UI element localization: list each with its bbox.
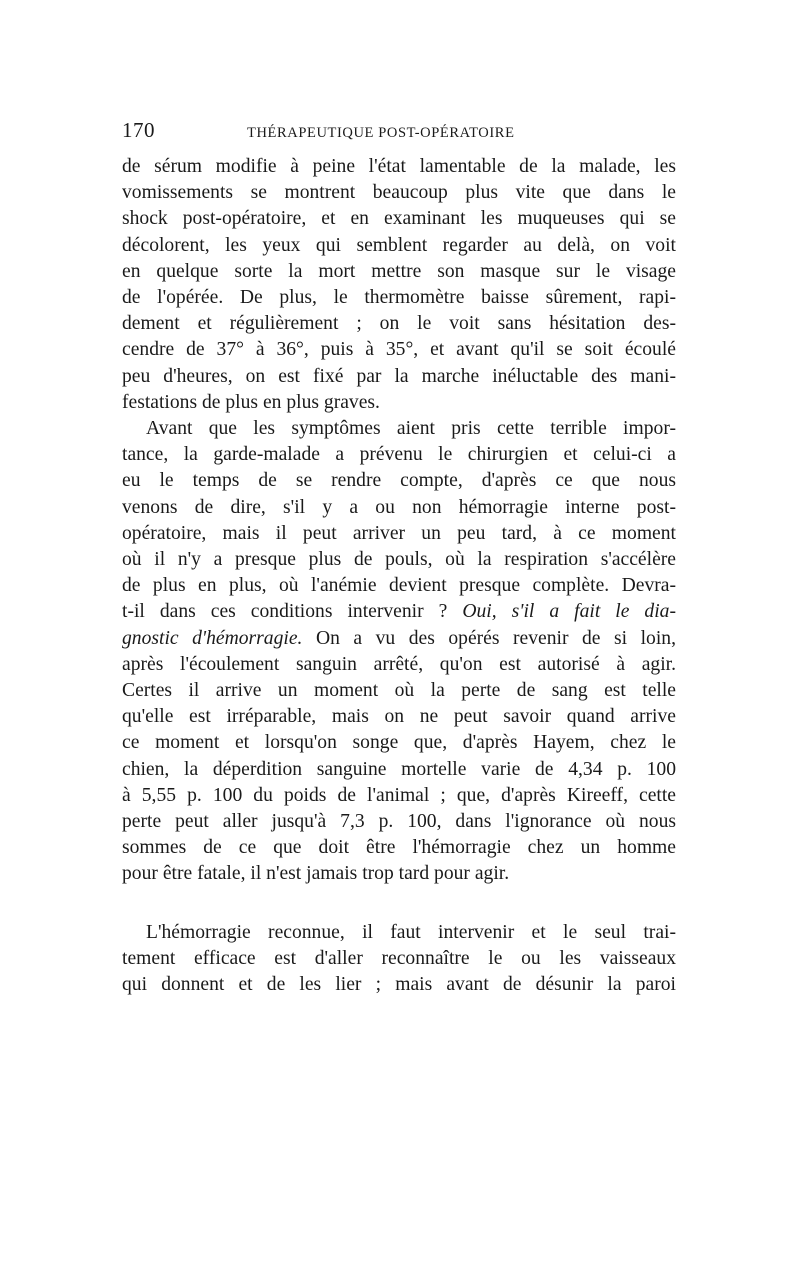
text-line: opératoire, mais il peut arriver un peu tard, à ce moment: [122, 522, 676, 544]
text-line: cendre de 37° à 36°, puis à 35°, et avant qu'il se soit écoulé: [122, 339, 676, 361]
text-line: peu d'heures, on est fixé par la marche inéluctable des mani-: [122, 365, 676, 387]
text-line: à 5,55 p. 100 du poids de l'animal ; que, d'après Kireeff, cette: [122, 784, 676, 806]
text-line: shock post-opératoire, et en examinant les muqueuses qui se: [122, 208, 676, 230]
text-line: décolorent, les yeux qui semblent regarder au delà, on voit: [122, 234, 676, 256]
italic-fragment: Oui, s'il a fait le dia-: [462, 601, 676, 623]
running-title: THÉRAPEUTIQUE POST-OPÉRATOIRE: [247, 125, 515, 141]
text-line: eu le temps de se rendre compte, d'après ce que nous: [122, 470, 676, 492]
text-line-mixed: [122, 599, 676, 625]
text-line: après l'écoulement sanguin arrêté, qu'on est autorisé à agir.: [122, 653, 676, 675]
text-line: chien, la déperdition sanguine mortelle varie de 4,34 p. 100: [122, 758, 676, 780]
text-line: sommes de ce que doit être l'hémorragie chez un homme: [122, 837, 676, 859]
text-line: festations de plus en plus graves.: [122, 391, 380, 413]
text-line: tance, la garde-malade a prévenu le chirurgien et celui-ci a: [122, 444, 676, 466]
text-line: en quelque sorte la mort mettre son masque sur le visage: [122, 260, 676, 282]
paragraph-2: [122, 416, 676, 888]
text-line: où il n'y a presque plus de pouls, où la respiration s'accélère: [122, 549, 676, 571]
text-line-mixed: [122, 626, 676, 652]
text-line: de sérum modifie à peine l'état lamentable de la malade, les: [122, 156, 676, 177]
page-number: 170: [122, 118, 155, 142]
text-line: Avant que les symptômes aient pris cette terrible impor-: [146, 418, 676, 440]
text-line: de plus en plus, où l'anémie devient presque complète. Devra-: [122, 575, 676, 597]
running-head: [122, 118, 676, 148]
text-line: tement efficace est d'aller reconnaître le ou les vaisseaux: [122, 947, 676, 969]
text-fragment: On a vu des opérés revenir de si loin,: [315, 627, 676, 649]
text-line: perte peut aller jusqu'à 7,3 p. 100, dans l'ignorance où nous: [122, 811, 676, 833]
italic-fragment: d'hémorragie.: [192, 627, 303, 649]
paragraph-3: [122, 920, 676, 999]
text-line: dement et régulièrement ; on le voit sans hésitation des-: [122, 313, 676, 335]
book-page: [122, 118, 676, 998]
text-line: qui donnent et de les lier ; mais avant de désunir la paroi: [122, 974, 676, 996]
text-fragment: t-il dans ces conditions intervenir ?: [122, 601, 448, 623]
paragraph-1: [122, 154, 676, 416]
text-line: ce moment et lorsqu'on songe que, d'après Hayem, chez le: [122, 732, 676, 754]
text-line: Certes il arrive un moment où la perte de sang est telle: [122, 680, 676, 702]
text-line: pour être fatale, il n'est jamais trop tard pour agir.: [122, 863, 510, 885]
text-line: qu'elle est irréparable, mais on ne peut savoir quand arrive: [122, 706, 676, 728]
italic-fragment: gnostic: [122, 627, 179, 649]
text-line: L'hémorragie reconnue, il faut intervenir et le seul trai-: [146, 921, 676, 943]
text-line: de l'opérée. De plus, le thermomètre baisse sûrement, rapi-: [122, 287, 676, 309]
text-line: vomissements se montrent beaucoup plus vite que dans le: [122, 182, 676, 204]
section-gap: [122, 888, 676, 920]
text-line: venons de dire, s'il y a ou non hémorragie interne post-: [122, 496, 676, 518]
